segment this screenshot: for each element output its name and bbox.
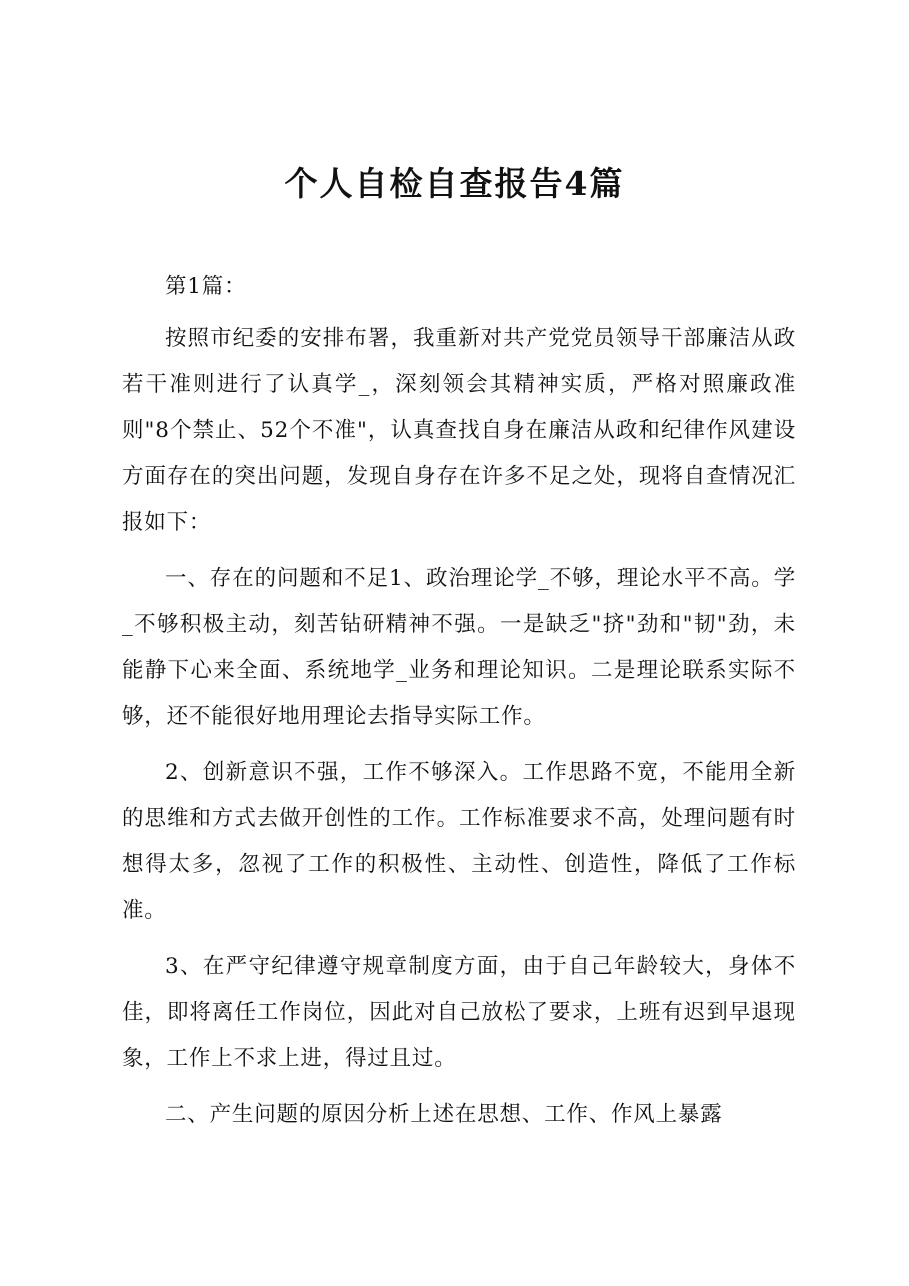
paragraph-causes: 二、产生问题的原因分析上述在思想、工作、作风上暴露 bbox=[165, 1102, 723, 1127]
section-label: 第1篇： bbox=[165, 274, 247, 299]
document-title: 个人自检自查报告4篇 bbox=[284, 164, 625, 203]
document-body bbox=[122, 264, 796, 1148]
paragraph-problems: 一、存在的问题和不足1、政治理论学_不够，理论水平不高。学_不够积极主动，刻苦钻研精神不强。一是缺乏"挤"劲和"韧"劲，未能静下心来全面、系统地学_业务和理论知识。二是理论联系实际不够，还不能很好地用理论去指导实际工作。 bbox=[122, 566, 796, 729]
paragraph-discipline: 3、在严守纪律遵守规章制度方面，由于自己年龄较大，身体不佳，即将离任工作岗位，因此对自己放松了要求，上班有迟到早退现象，工作上不求上进，得过且过。 bbox=[122, 954, 796, 1071]
paragraph-innovation: 2、创新意识不强，工作不够深入。工作思路不宽，不能用全新的思维和方式去做开创性的工作。工作标准要求不高，处理问题有时想得太多，忽视了工作的积极性、主动性、创造性，降低了工作标准。 bbox=[122, 760, 796, 923]
paragraph-intro: 按照市纪委的安排布署，我重新对共产党党员领导干部廉洁从政若干准则进行了认真学_，深刻领会其精神实质，严格对照廉政准则"8个禁止、52个不准"，认真查找自身在廉洁从政和纪律作风建设方面存在的突出问题，发现自身存在许多不足之处，现将自查情况汇报如下： bbox=[122, 326, 796, 535]
